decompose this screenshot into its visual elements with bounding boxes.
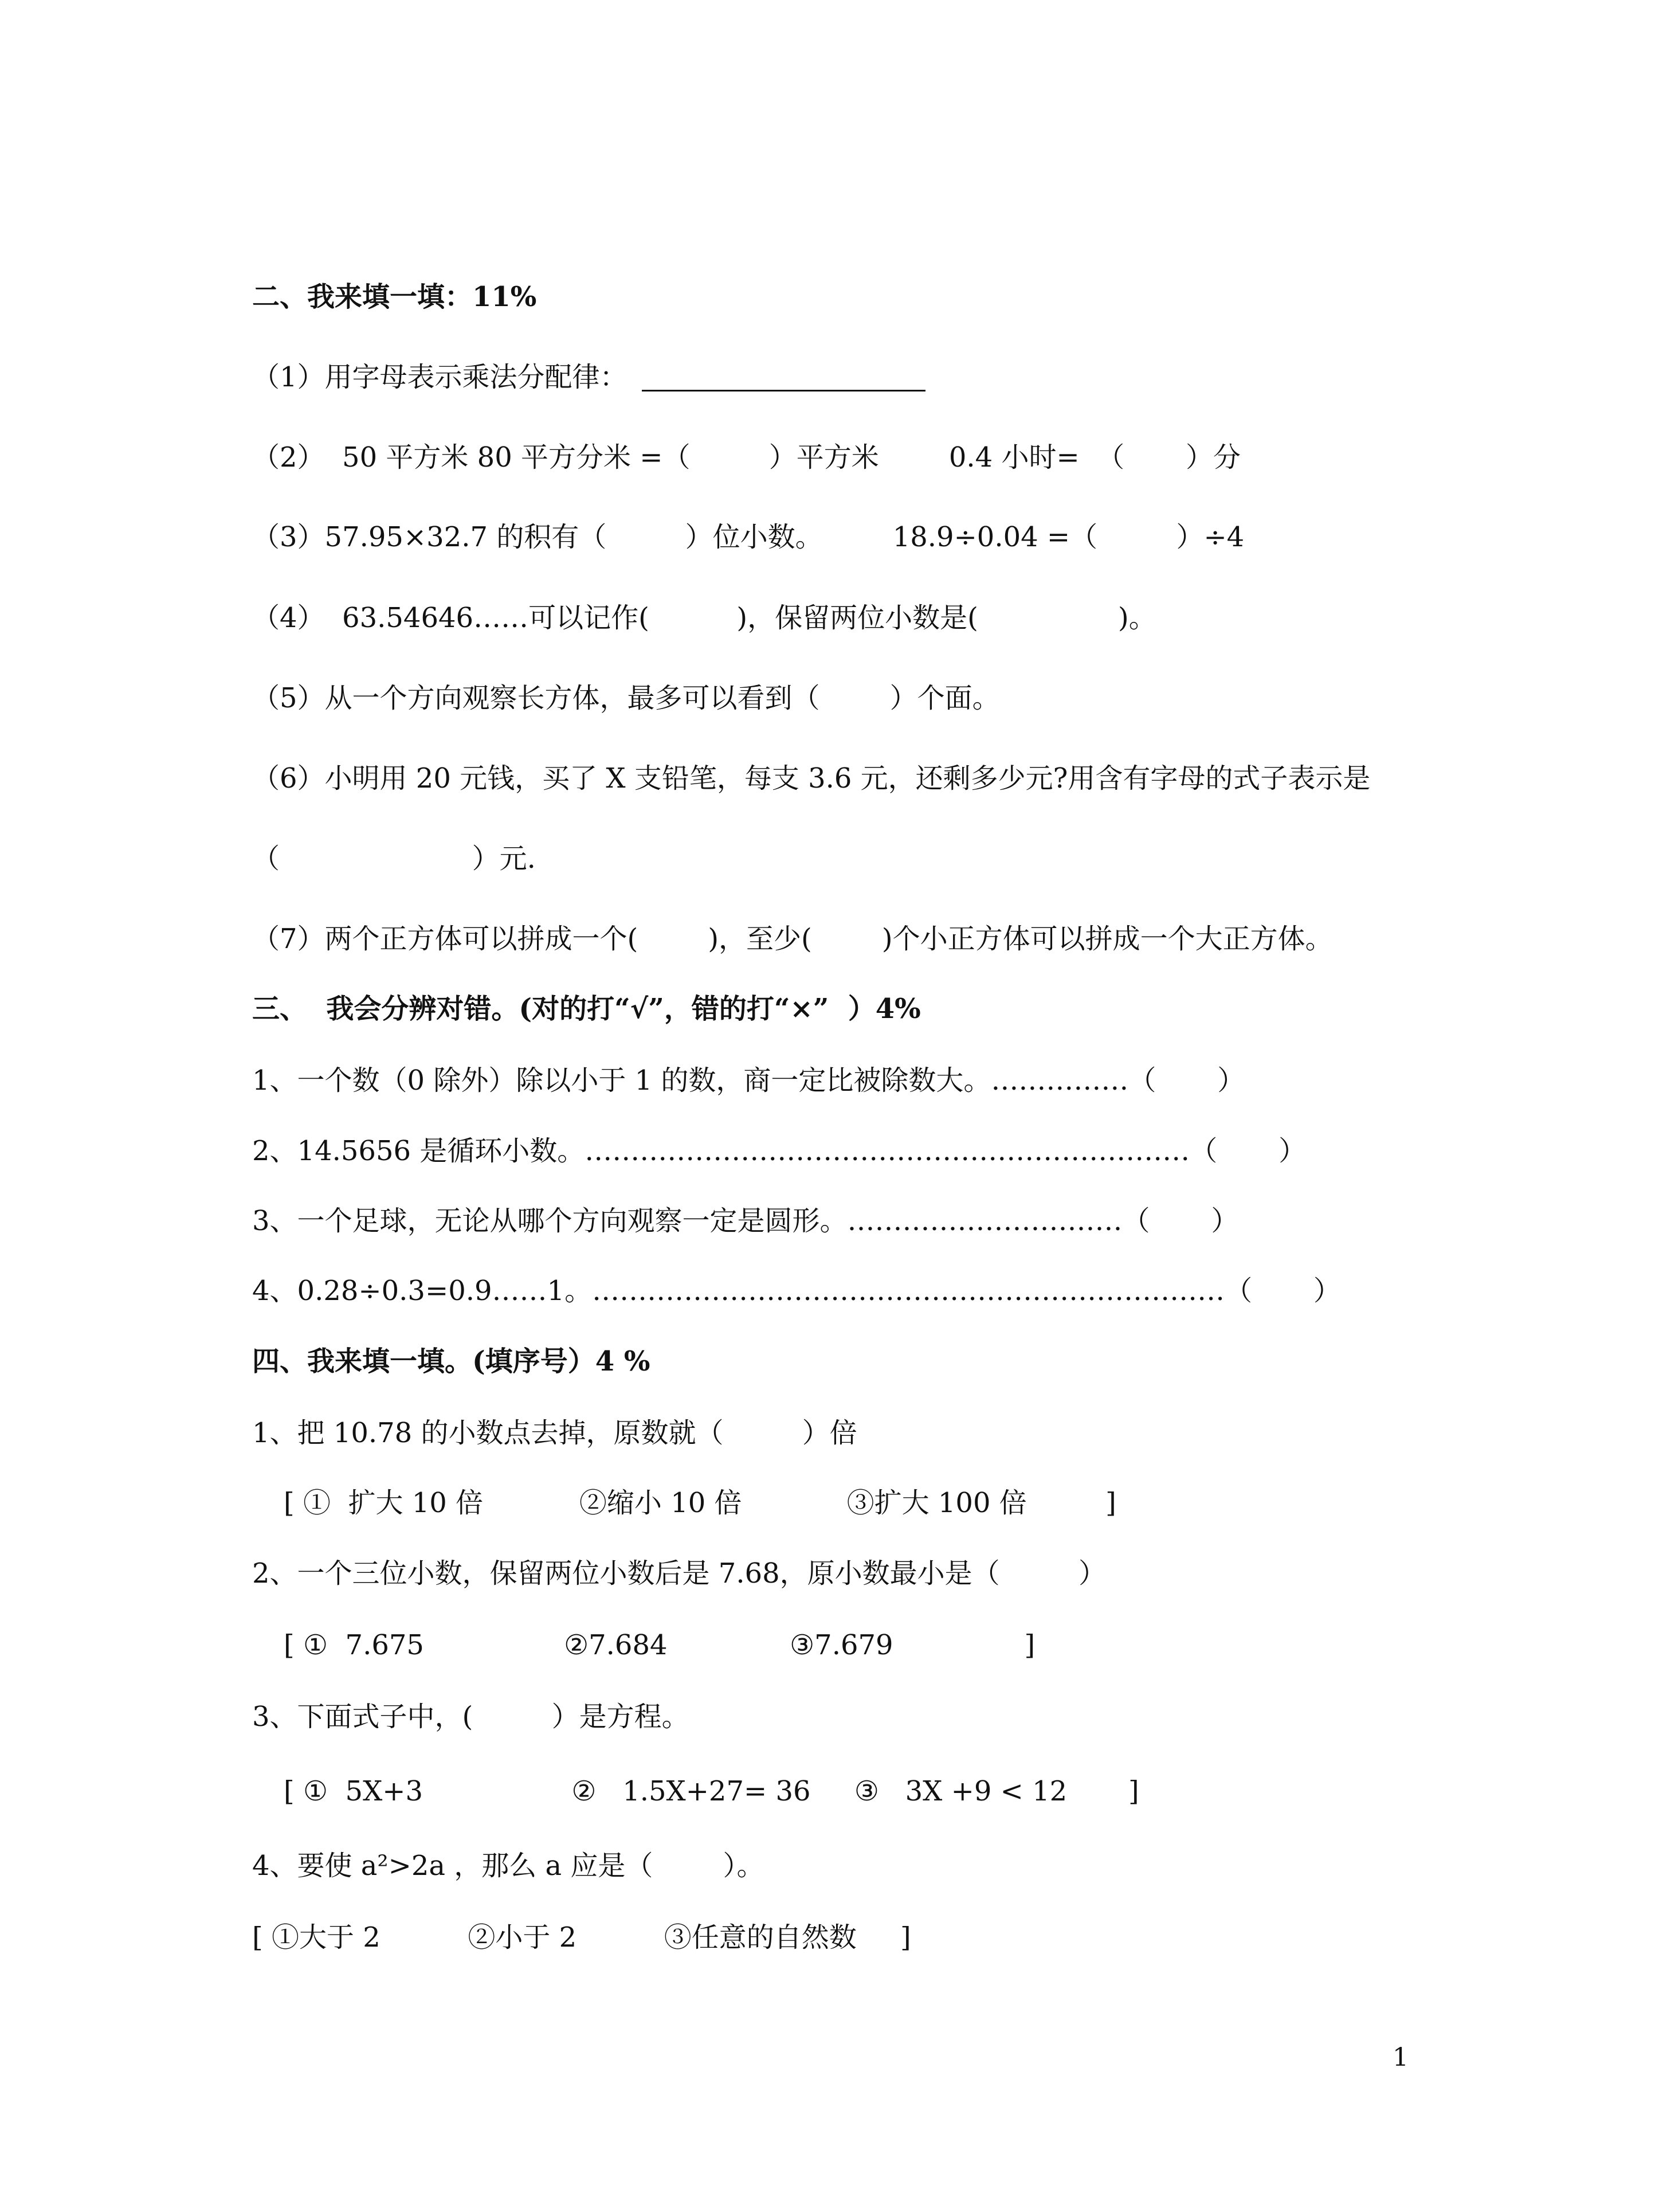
question-2-2: （2） 50 平方米 80 平方分米 =（ ）平方米 0.4 小时= （ ）分 xyxy=(252,441,1241,473)
choice-question-2: 2、一个三位小数，保留两位小数后是 7.68，原小数最小是（ ） xyxy=(252,1557,1106,1589)
section-2-heading: 二、我来填一填：11% xyxy=(252,281,537,313)
choice-options-2: [ ① 7.675 ②7.684 ③7.679 ] xyxy=(284,1629,1036,1661)
section-4-heading: 四、我来填一填。(填序号）4 % xyxy=(252,1345,650,1377)
question-2-3: （3）57.95×32.7 的积有（ ）位小数。 18.9÷0.04 =（ ）÷4 xyxy=(252,521,1245,553)
choice-options-4: [ ①大于 2 ②小于 2 ③任意的自然数 ] xyxy=(252,1921,911,1953)
true-false-item-3: 3、一个足球，无论从哪个方向观察一定是圆形。…………………………（ ） xyxy=(252,1205,1239,1237)
choice-options-1: [ ① 扩大 10 倍 ②缩小 10 倍 ③扩大 100 倍 ] xyxy=(284,1487,1116,1519)
question-2-6-line-2: （ ）元. xyxy=(252,843,536,875)
section-3-heading: 三、 我会分辨对错。(对的打“√”，错的打“×” ）4% xyxy=(252,993,921,1025)
choice-question-3: 3、下面式子中，( ）是方程。 xyxy=(252,1701,689,1733)
answer-blank-2-1[interactable] xyxy=(642,390,925,391)
question-2-6-line-1: （6）小明用 20 元钱，买了 X 支铅笔，每支 3.6 元，还剩多少元?用含有字母的式子表示是 xyxy=(252,762,1371,794)
choice-options-3: [ ① 5X+3 ② 1.5X+27= 36 ③ 3X +9 < 12 ] xyxy=(284,1775,1139,1807)
question-2-1: （1）用字母表示乘法分配律： xyxy=(252,361,627,393)
true-false-item-2: 2、14.5656 是循环小数。…………………………………………………………（ ） xyxy=(252,1135,1307,1167)
true-false-item-1: 1、一个数（0 除外）除以小于 1 的数，商一定比被除数大。……………（ ） xyxy=(252,1064,1245,1097)
choice-question-4: 4、要使 a²>2a ，那么 a 应是（ ）。 xyxy=(252,1850,764,1882)
question-2-7: （7）两个正方体可以拼成一个( )，至少( )个小正方体可以拼成一个大正方体。 xyxy=(252,923,1333,955)
page-number: 1 xyxy=(1393,2043,1409,2072)
choice-question-1: 1、把 10.78 的小数点去掉，原数就（ ）倍 xyxy=(252,1417,857,1449)
true-false-item-4: 4、0.28÷0.3=0.9……1。……………………………………………………………（ ） xyxy=(252,1275,1341,1307)
question-2-5: （5）从一个方向观察长方体，最多可以看到（ ）个面。 xyxy=(252,682,1000,714)
question-2-4: （4） 63.54646……可以记作( )，保留两位小数是( )。 xyxy=(252,602,1156,634)
